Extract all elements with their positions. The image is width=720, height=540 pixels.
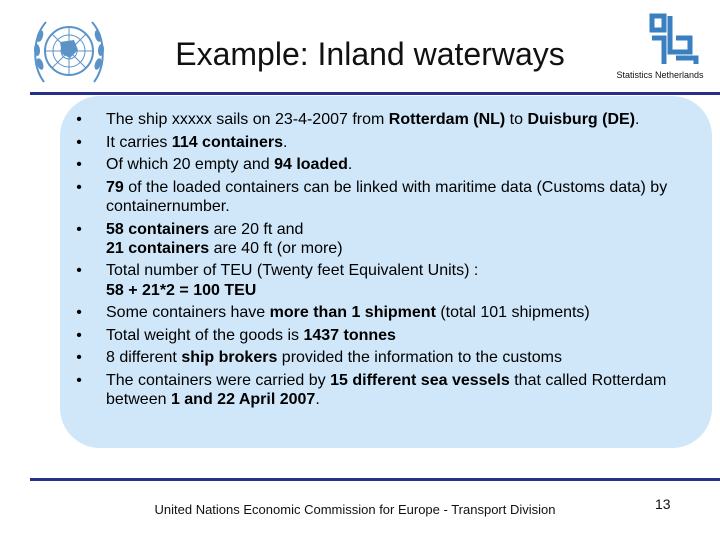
bullet-item bbox=[72, 261, 692, 299]
bullet-text: Of which 20 empty and bbox=[106, 156, 275, 174]
bullet-text: 8 different bbox=[106, 349, 182, 367]
cbs-label: Statistics Netherlands bbox=[616, 70, 704, 80]
bullet-item bbox=[72, 326, 692, 345]
bullet-text-bold: 114 containers bbox=[171, 133, 283, 151]
bullet-dot-icon: • bbox=[76, 156, 82, 174]
united-nations-emblem-icon bbox=[30, 12, 108, 90]
bullet-text-bold: 79 bbox=[106, 178, 124, 196]
bullet-text: The ship xxxxx sails on 23-4-2007 from bbox=[106, 111, 389, 128]
bullet-text: of the loaded containers can be linked with maritime data (Customs data) by containernumber. bbox=[106, 178, 668, 215]
cbs-logo-icon bbox=[640, 12, 702, 68]
bullet-text: Total weight of the goods is bbox=[106, 326, 304, 344]
bullet-text-bold: 1437 tonnes bbox=[303, 326, 396, 344]
bullet-text-bold: 58 containers bbox=[106, 220, 210, 238]
page-title: Example: Inland waterways bbox=[175, 36, 565, 72]
bullet-text: The containers were carried by bbox=[106, 371, 331, 389]
bullet-text-bold: 94 loaded bbox=[274, 156, 348, 174]
bullet-dot-icon: • bbox=[76, 111, 82, 128]
bullet-text: . bbox=[315, 391, 320, 409]
bullet-dot-icon: • bbox=[76, 349, 82, 367]
bullet-text: that called Rotterdam between bbox=[106, 371, 667, 409]
bullet-text-bold: 21 containers bbox=[106, 239, 210, 257]
bullet-item bbox=[72, 133, 692, 152]
bullet-text: . bbox=[347, 156, 353, 174]
bullet-item bbox=[72, 303, 692, 322]
bullet-text-bold: Rotterdam (NL) bbox=[388, 111, 506, 128]
bullet-item bbox=[72, 348, 692, 367]
bullet-text: (total 101 shipments) bbox=[435, 304, 590, 322]
bullet-item bbox=[72, 220, 692, 258]
bullet-text-bold: 15 different sea vessels bbox=[330, 371, 510, 389]
bullet-dot-icon: • bbox=[76, 326, 82, 344]
bullet-text: . bbox=[282, 133, 288, 151]
bullet-text-bold: ship brokers bbox=[181, 349, 278, 367]
bullet-text: Some containers have bbox=[106, 304, 270, 322]
header-divider bbox=[30, 92, 720, 95]
bullet-dot-icon: • bbox=[76, 262, 82, 280]
page-number: 13 bbox=[655, 496, 671, 512]
bullet-text: It carries bbox=[106, 133, 172, 151]
bullet-dot-icon: • bbox=[76, 178, 82, 196]
bullet-text-bold: 58 + 21*2 = 100 TEU bbox=[106, 281, 257, 299]
bullet-dot-icon: • bbox=[76, 371, 82, 389]
bullet-item bbox=[72, 178, 692, 216]
bullet-list bbox=[72, 110, 692, 413]
bullet-text-bold: 1 and 22 April 2007 bbox=[170, 391, 316, 409]
bullet-dot-icon: • bbox=[76, 304, 82, 322]
bullet-item bbox=[72, 110, 692, 129]
bullet-item bbox=[72, 155, 692, 174]
bullet-dot-icon: • bbox=[76, 133, 82, 151]
footer-text: United Nations Economic Commission for Europe - Transport Division bbox=[154, 502, 556, 517]
bullet-dot-icon: • bbox=[76, 220, 82, 238]
bullet-text: to bbox=[505, 111, 528, 128]
bullet-text-bold: more than 1 shipment bbox=[269, 304, 436, 322]
bullet-text-bold: Duisburg (DE) bbox=[527, 111, 636, 128]
bullet-text: provided the information to the customs bbox=[277, 349, 562, 367]
bullet-text: are 20 ft and bbox=[209, 220, 304, 238]
bullet-text: . bbox=[635, 111, 640, 128]
bullet-item bbox=[72, 371, 692, 409]
bullet-text: are 40 ft (or more) bbox=[209, 239, 343, 257]
bullet-text: Total number of TEU (Twenty feet Equivalent Units) : bbox=[106, 262, 479, 280]
footer-divider bbox=[30, 478, 720, 481]
